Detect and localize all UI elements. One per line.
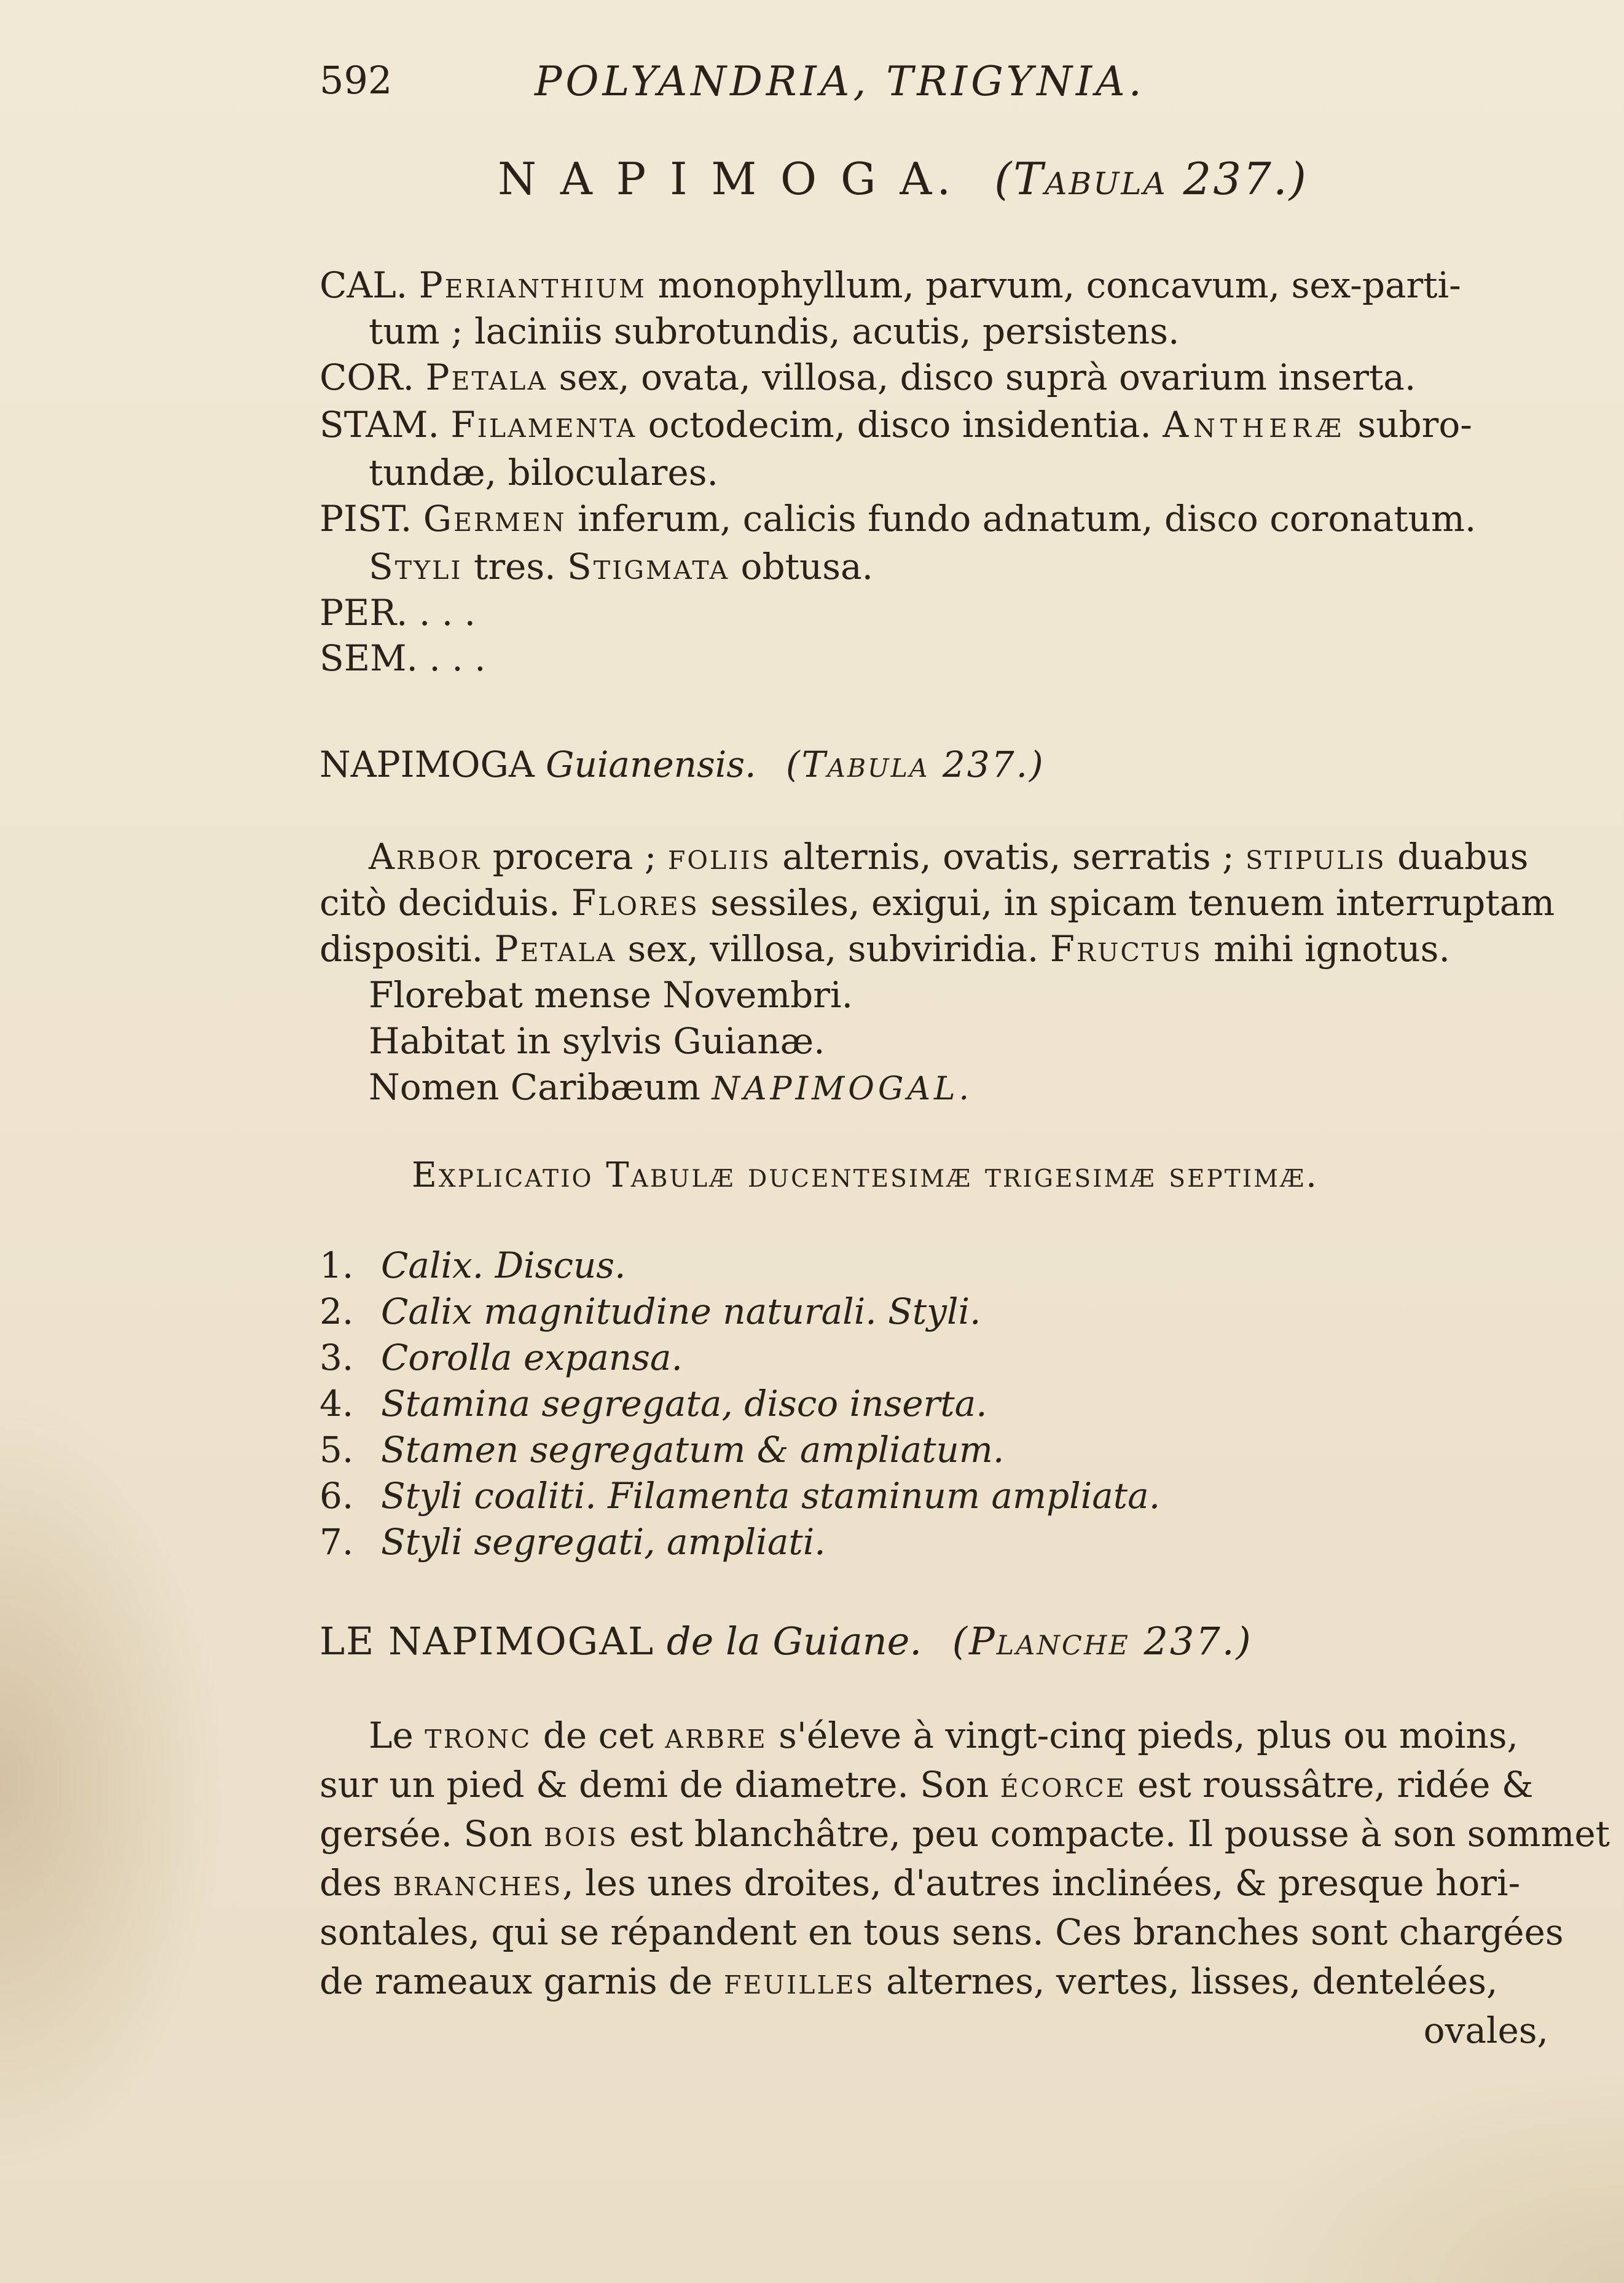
species-desc-line-3: dispositi. Petala sex, villosa, subviridia. Fructus mihi ignotus. bbox=[320, 928, 1450, 970]
page-number: 592 bbox=[320, 58, 393, 103]
french-para-line-2: sur un pied & demi de diametre. Son écorce est roussâtre, ridée & bbox=[320, 1764, 1534, 1806]
desc-cal-cont: tum ; laciniis subrotundis, acutis, persistens. bbox=[369, 310, 1180, 352]
explicatio-item-3: 3. Corolla expansa. bbox=[320, 1337, 683, 1378]
running-title: POLYANDRIA, TRIGYNIA. bbox=[535, 58, 1145, 105]
desc-stam: STAM. Filamenta octodecim, disco insidentia. Antheræ subro- bbox=[320, 404, 1472, 446]
french-para-line-3: gersée. Son bois est blanchâtre, peu compacte. Il pousse à son sommet bbox=[320, 1813, 1610, 1855]
explicatio-item-1: 1. Calix. Discus. bbox=[320, 1244, 626, 1286]
species-desc-line-1: Arbor procera ; foliis alternis, ovatis, serratis ; stipulis duabus bbox=[369, 836, 1529, 878]
explicatio-item-6: 6. Styli coaliti. Filamenta staminum ampliata. bbox=[320, 1475, 1161, 1517]
species-name: NAPIMOGA bbox=[320, 744, 535, 785]
french-para-line-5: sontales, qui se répandent en tous sens. Ces branches sont chargées bbox=[320, 1911, 1564, 1953]
desc-cal: CAL. Perianthium monophyllum, parvum, concavum, sex-parti- bbox=[320, 264, 1461, 306]
species-plate-ref: (Tabula 237.) bbox=[785, 744, 1045, 785]
species-desc-flowering: Florebat mense Novembri. bbox=[369, 974, 853, 1016]
french-para-line-1: Le tronc de cet arbre s'éleve à vingt-cinq pieds, plus ou moins, bbox=[369, 1715, 1518, 1756]
genus-name: N A P I M O G A. bbox=[498, 153, 956, 205]
explicatio-item-4: 4. Stamina segregata, disco inserta. bbox=[320, 1383, 987, 1424]
french-para-line-6: de rameaux garnis de feuilles alternes, vertes, lisses, dentelées, bbox=[320, 1960, 1498, 2002]
desc-pist-cont: Styli tres. Stigmata obtusa. bbox=[369, 546, 874, 587]
desc-sem: SEM. . . . bbox=[320, 637, 486, 679]
desc-stam-cont: tundæ, biloculares. bbox=[369, 452, 718, 493]
desc-pist: PIST. Germen inferum, calicis fundo adnatum, disco coronatum. bbox=[320, 498, 1477, 540]
species-desc-habitat: Habitat in sylvis Guianæ. bbox=[369, 1020, 825, 1062]
species-heading bbox=[320, 744, 1045, 785]
explicatio-item-2: 2. Calix magnitudine naturali. Styli. bbox=[320, 1291, 981, 1332]
french-heading: LE NAPIMOGAL de la Guiane. (Planche 237.) bbox=[320, 1619, 1253, 1664]
french-para-line-4: des branches, les unes droites, d'autres inclinées, & presque hori- bbox=[320, 1862, 1521, 1904]
desc-per: PER. . . . bbox=[320, 592, 476, 634]
explicatio-title: Explicatio Tabulæ ducentesimæ trigesimæ septimæ. bbox=[412, 1155, 1319, 1195]
explicatio-item-7: 7. Styli segregati, ampliati. bbox=[320, 1521, 826, 1563]
species-desc-name: Nomen Caribæum NAPIMOGAL. bbox=[369, 1066, 973, 1108]
species-desc-line-2: citò deciduis. Flores sessiles, exigui, in spicam tenuem interruptam bbox=[320, 882, 1555, 924]
species-epithet: Guianensis. bbox=[546, 744, 756, 785]
genus-plate-ref: (Tabula 237.) bbox=[994, 153, 1308, 205]
genus-heading bbox=[498, 153, 1308, 205]
catchword: ovales, bbox=[1423, 2010, 1548, 2051]
desc-cor: COR. Petala sex, ovata, villosa, disco suprà ovarium inserta. bbox=[320, 356, 1416, 398]
explicatio-item-5: 5. Stamen segregatum & ampliatum. bbox=[320, 1429, 1005, 1471]
